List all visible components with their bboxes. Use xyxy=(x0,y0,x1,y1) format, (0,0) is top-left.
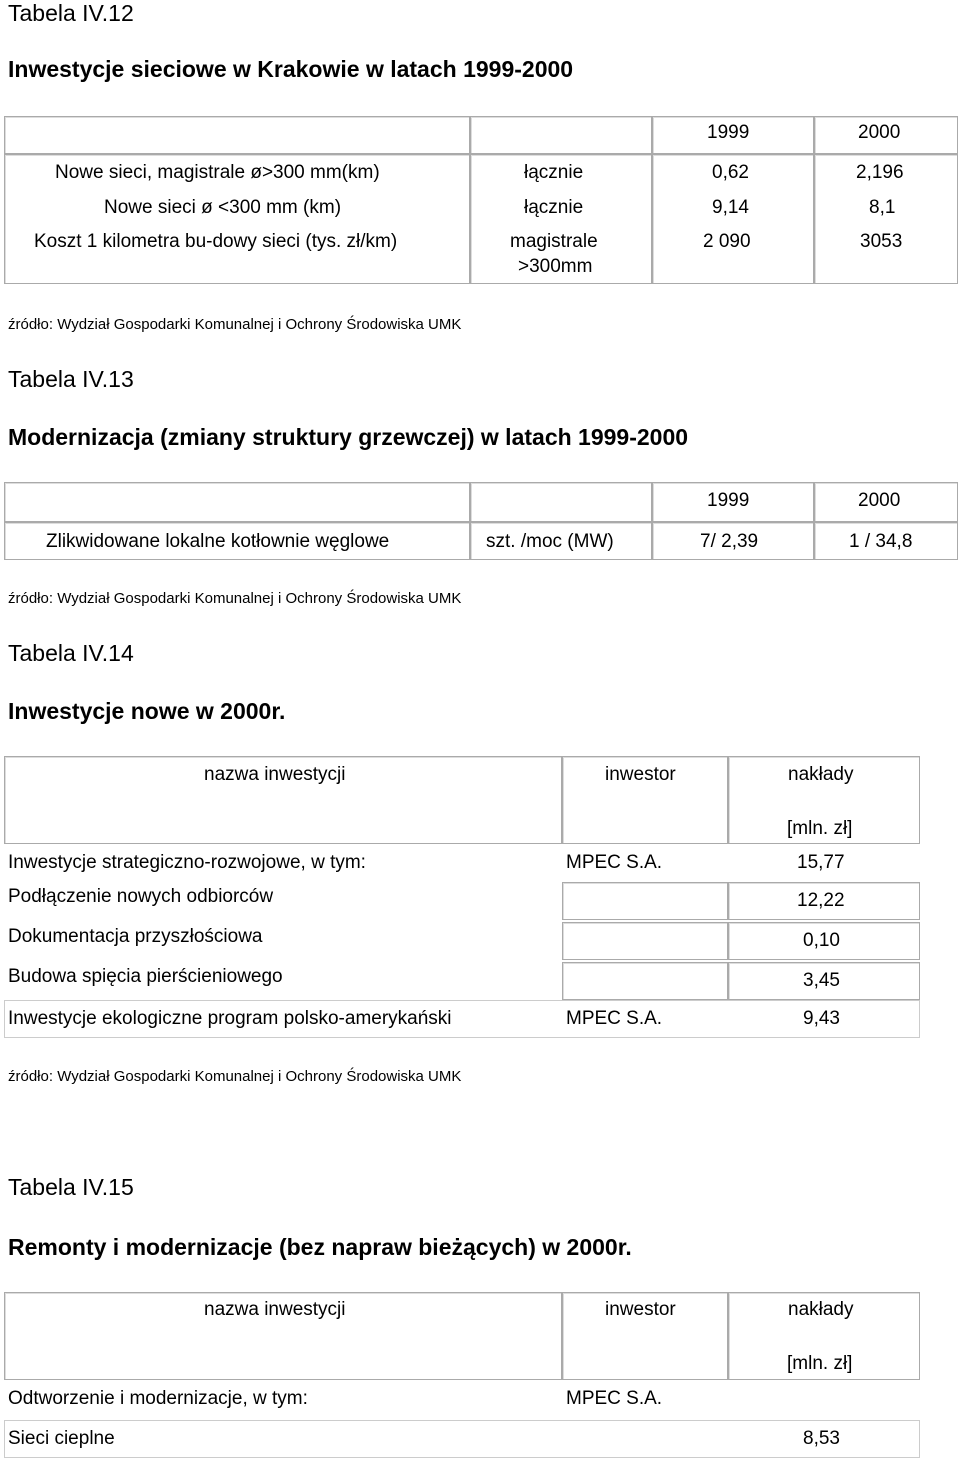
row-cost: 15,77 xyxy=(797,852,845,873)
table-14-title: Inwestycje nowe w 2000r. xyxy=(8,698,286,724)
table-12-header-empty xyxy=(4,116,470,154)
table-12-title: Inwestycje sieciowe w Krakowie w latach 1999-2000 xyxy=(8,56,574,82)
row-type: >300mm xyxy=(518,256,593,277)
row-investor-cell xyxy=(562,962,728,1000)
year-1999: 1999 xyxy=(707,490,750,511)
row-name: Inwestycje ekologiczne program polsko-amerykański xyxy=(8,1008,452,1029)
row-name: Odtworzenie i modernizacje, w tym: xyxy=(8,1388,308,1409)
row-investor: MPEC S.A. xyxy=(566,852,663,873)
row-cost: 9,43 xyxy=(803,1008,840,1029)
row-value-2000: 1 / 34,8 xyxy=(849,531,913,552)
table-13-title: Modernizacja (zmiany struktury grzewczej) w latach 1999-2000 xyxy=(8,424,689,450)
row-cost: 3,45 xyxy=(803,970,840,991)
table-row xyxy=(4,1420,920,1458)
table-14-number: Tabela IV.14 xyxy=(8,640,134,666)
row-investor: MPEC S.A. xyxy=(566,1008,663,1029)
header-cost-unit: [mln. zł] xyxy=(787,818,853,839)
row-value-1999: 9,14 xyxy=(712,197,749,218)
row-name: Sieci cieplne xyxy=(8,1428,115,1449)
table-13-header-empty xyxy=(470,482,652,522)
row-investor-cell xyxy=(562,922,728,960)
year-2000: 2000 xyxy=(858,490,901,511)
header-cost-unit: [mln. zł] xyxy=(787,1353,853,1374)
row-name: Budowa spięcia pierścieniowego xyxy=(8,966,283,987)
row-cost: 8,53 xyxy=(803,1428,840,1449)
table-12-number: Tabela IV.12 xyxy=(8,0,134,26)
row-value-1999: 7/ 2,39 xyxy=(700,531,759,552)
row-name: Podłączenie nowych odbiorców xyxy=(8,886,274,907)
header-name: nazwa inwestycji xyxy=(204,764,346,785)
row-cost: 12,22 xyxy=(797,890,845,911)
table-15-number: Tabela IV.15 xyxy=(8,1174,134,1200)
row-name: Inwestycje strategiczno-rozwojowe, w tym: xyxy=(8,852,366,873)
row-investor: MPEC S.A. xyxy=(566,1388,663,1409)
row-cost: 0,10 xyxy=(803,930,840,951)
header-cost: nakłady xyxy=(788,764,854,785)
row-label: Nowe sieci ø <300 mm (km) xyxy=(104,197,342,218)
header-name: nazwa inwestycji xyxy=(204,1299,346,1320)
row-label: Koszt 1 kilometra bu-dowy sieci (tys. zł/km) xyxy=(34,231,398,252)
row-value-2000: 3053 xyxy=(860,231,903,252)
header-cost: nakłady xyxy=(788,1299,854,1320)
table-15-title: Remonty i modernizacje (bez napraw bieżących) w 2000r. xyxy=(8,1234,632,1260)
row-unit: szt. /moc (MW) xyxy=(486,531,614,552)
row-type: łącznie xyxy=(524,162,584,183)
row-label: Nowe sieci, magistrale ø>300 mm(km) xyxy=(55,162,380,183)
row-value-1999: 0,62 xyxy=(712,162,749,183)
year-1999: 1999 xyxy=(707,122,750,143)
row-type: magistrale xyxy=(510,231,598,252)
row-name: Dokumentacja przyszłościowa xyxy=(8,926,263,947)
table-13-source: źródło: Wydział Gospodarki Komunalnej i Ochrony Środowiska UMK xyxy=(8,590,462,607)
header-investor: inwestor xyxy=(605,1299,676,1320)
row-value-2000: 8,1 xyxy=(869,197,896,218)
table-13-header-empty xyxy=(4,482,470,522)
year-2000: 2000 xyxy=(858,122,901,143)
header-investor: inwestor xyxy=(605,764,676,785)
table-13-number: Tabela IV.13 xyxy=(8,366,134,392)
row-investor-cell xyxy=(562,882,728,920)
table-12-source: źródło: Wydział Gospodarki Komunalnej i Ochrony Środowiska UMK xyxy=(8,316,462,333)
row-value-1999: 2 090 xyxy=(703,231,751,252)
row-value-2000: 2,196 xyxy=(856,162,904,183)
row-type: łącznie xyxy=(524,197,584,218)
table-14-source: źródło: Wydział Gospodarki Komunalnej i Ochrony Środowiska UMK xyxy=(8,1068,462,1085)
table-12-header-empty xyxy=(470,116,652,154)
row-label: Zlikwidowane lokalne kotłownie węglowe xyxy=(46,531,390,552)
